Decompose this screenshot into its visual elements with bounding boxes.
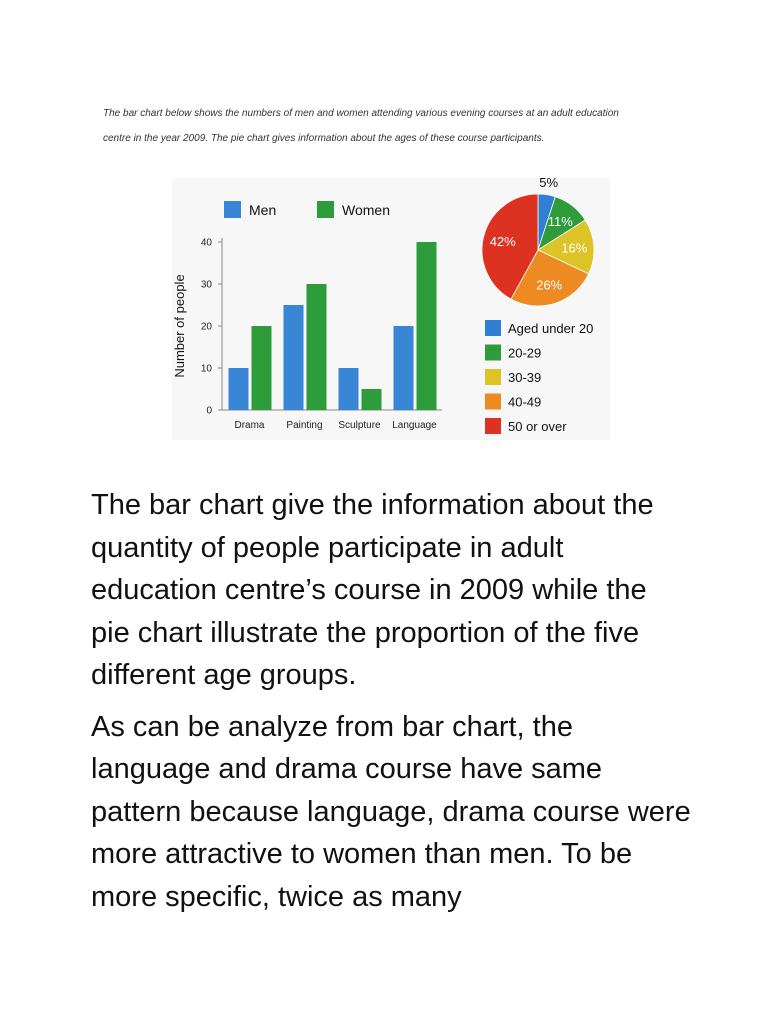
pie-legend-swatch-1 <box>485 345 501 361</box>
pie-legend-label-3: 40-49 <box>508 394 542 410</box>
pie-legend-swatch-4 <box>485 418 501 434</box>
y-tick-label: 10 <box>200 363 212 375</box>
bar-women-sculpture <box>362 389 382 410</box>
pie-legend-label-2: 30-39 <box>508 370 542 385</box>
essay-paragraph-2: As can be analyze from bar chart, the language and drama course have same pattern because language, drama course were more attractive to women than men. To be more specific, twice as many <box>91 710 691 913</box>
chart-figure <box>172 178 610 440</box>
pie-legend-swatch-2 <box>485 369 501 385</box>
y-tick-label: 30 <box>200 279 212 291</box>
x-tick-label: Sculpture <box>338 420 381 431</box>
legend-label-women: Women <box>342 202 390 218</box>
pie-legend-swatch-3 <box>485 394 501 410</box>
legend-swatch-men <box>224 201 241 218</box>
essay-paragraph-1: The bar chart give the information about the quantity of people participate in adult education centre’s course in 2009 while the pie chart illustrate the proportion of the five different age groups. <box>91 489 654 691</box>
y-axis-title: Number of people <box>172 274 187 378</box>
pie-legend-swatch-0 <box>485 320 501 336</box>
task-prompt-line-2: centre in the year 2009. The pie chart gives information about the ages of these course participants. <box>103 133 545 144</box>
bar-women-drama <box>252 326 272 410</box>
pie-label-3: 26% <box>536 277 563 293</box>
bar-women-painting <box>307 284 327 410</box>
legend-swatch-women <box>317 201 334 218</box>
x-tick-label: Language <box>392 420 437 431</box>
pie-label-0: 5% <box>539 178 559 190</box>
pie-label-1: 11% <box>547 214 573 230</box>
x-tick-label: Painting <box>286 420 323 431</box>
charts-svg <box>172 178 610 440</box>
pie-legend-label-4: 50 or over <box>508 419 567 434</box>
pie-label-4: 42% <box>489 233 516 249</box>
bar-women-language <box>417 242 437 410</box>
bar-men-drama <box>229 368 249 410</box>
pie-label-2: 16% <box>561 240 588 256</box>
y-tick-label: 0 <box>206 405 212 417</box>
pie-legend-label-0: Aged under 20 <box>508 321 594 336</box>
essay <box>91 484 691 927</box>
bar-men-sculpture <box>339 368 359 410</box>
legend-label-men: Men <box>249 202 277 218</box>
bar-men-language <box>394 326 414 410</box>
bar-men-painting <box>284 305 304 410</box>
y-tick-label: 40 <box>200 237 212 249</box>
task-prompt <box>103 101 673 151</box>
x-tick-label: Drama <box>234 420 265 431</box>
y-tick-label: 20 <box>200 321 212 333</box>
task-prompt-line-1: The bar chart below shows the numbers of men and women attending various evening courses at an adult education <box>103 108 619 119</box>
pie-legend-label-1: 20-29 <box>508 345 542 361</box>
